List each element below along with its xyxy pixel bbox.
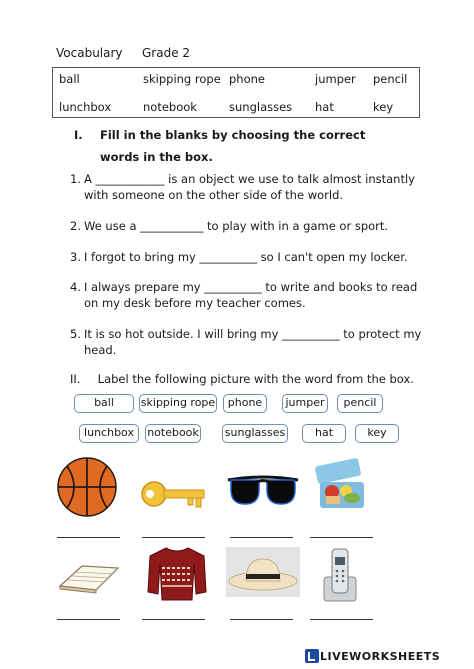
grade-label: Grade 2 [142, 46, 191, 60]
answer-line[interactable] [310, 619, 373, 620]
word-box-item: key [373, 100, 394, 114]
section2-title [70, 372, 414, 386]
liveworksheets-logo-icon [305, 649, 319, 663]
hat-icon [226, 547, 300, 597]
question-number: 1. [70, 172, 81, 186]
question-text: We use a ___________ to play with in a game or sport. [84, 219, 389, 233]
word-box-item: skipping rope [143, 72, 221, 86]
question-text: I forgot to bring my __________ so I can't open my locker. [84, 250, 408, 264]
word-box-item: hat [315, 100, 334, 114]
question-number: 5. [70, 327, 81, 341]
basketball-icon [55, 455, 119, 519]
section1-numeral: I. [74, 128, 83, 142]
section1-instruction: Fill in the blanks by choosing the correct words in the box. [100, 128, 366, 164]
section2-numeral: II. [70, 372, 81, 386]
word-chip-jumper[interactable]: jumper [282, 394, 328, 413]
question-number: 2. [70, 219, 81, 233]
phone-icon [318, 547, 360, 603]
vocabulary-label: Vocabulary [56, 46, 123, 60]
word-chip-skipping-rope[interactable]: skipping rope [139, 394, 217, 413]
word-chip-hat[interactable]: hat [302, 424, 346, 443]
word-box [52, 67, 420, 118]
footer-brand: LIVEWORKSHEETS [320, 650, 441, 663]
word-box-item: pencil [373, 72, 408, 86]
word-box-item: jumper [315, 72, 356, 86]
answer-line[interactable] [142, 537, 205, 538]
word-chip-sunglasses[interactable]: sunglasses [222, 424, 288, 443]
word-chip-notebook[interactable]: notebook [145, 424, 201, 443]
lunchbox-icon [314, 458, 368, 512]
answer-line[interactable] [230, 537, 293, 538]
question-5 [70, 326, 422, 360]
sunglasses-icon [226, 470, 300, 510]
word-box-item: sunglasses [229, 100, 293, 114]
question-3 [70, 249, 422, 267]
answer-line[interactable] [310, 537, 373, 538]
answer-line[interactable] [57, 537, 120, 538]
jumper-icon [146, 546, 208, 602]
question-text: It is so hot outside. I will bring my __________ to protect my head. [84, 327, 422, 357]
key-icon [140, 476, 208, 512]
word-box-item: lunchbox [59, 100, 112, 114]
question-2 [70, 218, 422, 236]
question-number: 3. [70, 250, 81, 264]
word-chip-phone[interactable]: phone [223, 394, 267, 413]
section1-title [74, 124, 366, 164]
word-chip-ball[interactable]: ball [74, 394, 134, 413]
word-chip-pencil[interactable]: pencil [337, 394, 383, 413]
section2-instruction: Label the following picture with the word from the box. [97, 372, 414, 386]
answer-line[interactable] [142, 619, 205, 620]
notebook-icon [56, 556, 122, 596]
word-chip-lunchbox[interactable]: lunchbox [79, 424, 139, 443]
word-chip-key[interactable]: key [355, 424, 399, 443]
question-4 [70, 279, 422, 313]
word-box-item: phone [229, 72, 265, 86]
question-1 [70, 171, 422, 205]
question-text: I always prepare my __________ to write and books to read on my desk before my teacher comes. [84, 280, 418, 310]
answer-line[interactable] [230, 619, 293, 620]
answer-line[interactable] [57, 619, 120, 620]
question-text: A ____________ is an object we use to talk almost instantly with someone on the other side of the world. [84, 172, 415, 202]
word-box-item: ball [59, 72, 80, 86]
word-box-item: notebook [143, 100, 197, 114]
question-number: 4. [70, 280, 81, 294]
